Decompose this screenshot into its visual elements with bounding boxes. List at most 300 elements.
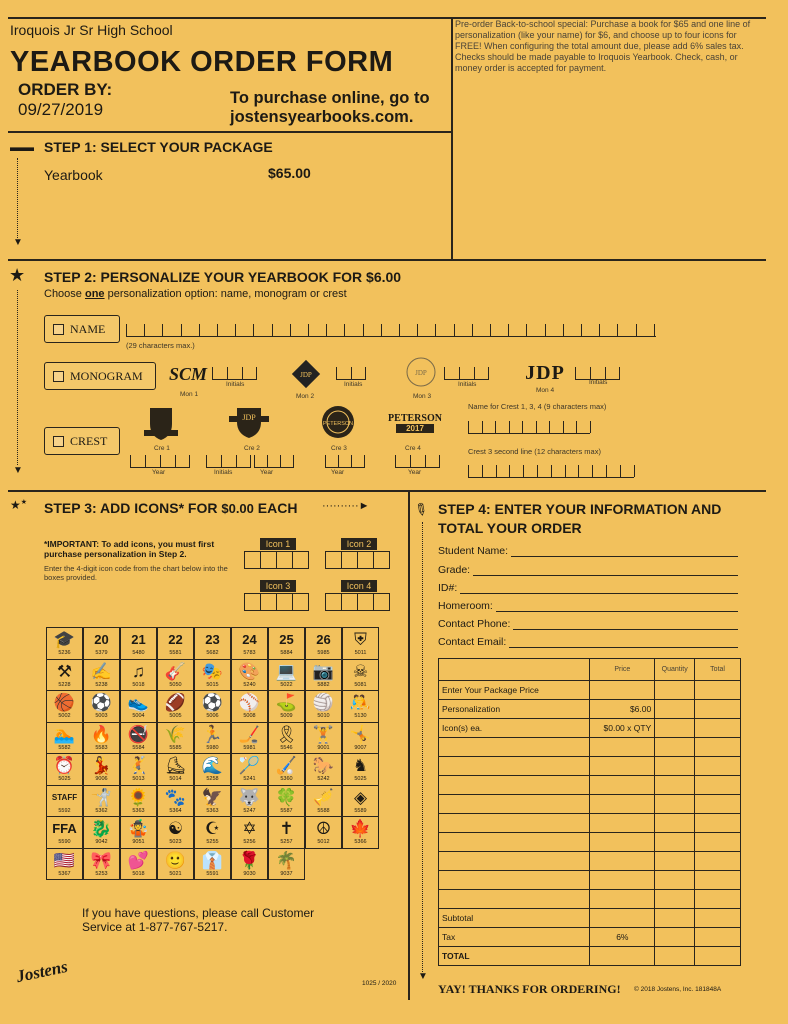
icon-chart-cell [83, 816, 120, 849]
icon-code: 5004 [132, 713, 145, 720]
form-title: YEARBOOK ORDER FORM [10, 46, 394, 78]
icon-chart-cell [120, 690, 157, 723]
icon-chart-cell [46, 659, 83, 692]
dotted-arrow-icon: ··········► [322, 500, 370, 512]
icon-code: 5981 [243, 744, 256, 751]
questions-text: If you have questions, please call Customer Service at 1-877-767-5217. [82, 906, 315, 934]
total-row: TOTAL [439, 947, 741, 966]
crest-2-year-field[interactable] [254, 452, 294, 468]
icon-chart-cell [231, 816, 268, 849]
monogram-3-initials-field[interactable] [444, 364, 489, 380]
icon-code: 5480 [132, 650, 145, 657]
icon-code: 5367 [58, 870, 71, 877]
icon-glyph: 20 [94, 632, 109, 648]
promo-text: Pre-order Back-to-school special: Purchase a book for $65 and one line of personalization (like your name) for $6, and choose up to four icons for FREE! When configuring the total amount due, please add 6% sales tax. Checks should be made payable to Iroquois Yearbook. Check, cash, or money order is accepted for payment. [455, 19, 751, 73]
order-date: 09/27/2019 [18, 100, 104, 119]
icon-code: 5241 [243, 776, 256, 783]
icon-chart-cell [157, 659, 194, 692]
initials-label: Initials [458, 381, 477, 388]
icon-glyph: ♞ [352, 756, 369, 776]
icon-glyph: 🏈 [164, 693, 187, 713]
name-option-label: NAME [70, 321, 106, 336]
icon-code: 5585 [169, 744, 182, 751]
icon-chart-cell [46, 785, 83, 818]
crest-1-caption: Cre 1 [154, 445, 170, 452]
step2-bottom-rule [8, 490, 766, 492]
icon-chart-cell [194, 659, 231, 692]
icon-chart-cell [268, 659, 305, 692]
icon-code: 5581 [169, 650, 182, 657]
icon-chart-cell [342, 722, 379, 755]
icon-glyph: 🏸 [238, 756, 261, 776]
icon-4-code-field[interactable] [325, 593, 389, 611]
icon-code: 9051 [132, 839, 145, 846]
icon-glyph: 🤾 [127, 756, 150, 776]
crest-4-year-field[interactable] [395, 452, 440, 468]
icon-glyph: 🦅 [201, 787, 224, 807]
icon-chart-cell [268, 627, 305, 660]
arrow-down-icon: ▼ [13, 465, 23, 476]
step1-bottom-rule [8, 259, 766, 261]
icon-glyph: 🏐 [312, 693, 335, 713]
icon-chart-cell [194, 816, 231, 849]
student-name-field[interactable]: Student Name: [438, 545, 738, 557]
icon-4-label: Icon 4 [341, 580, 377, 592]
icon-code: 5884 [280, 650, 293, 657]
step1-guide [17, 158, 18, 238]
icon-chart-cell [120, 659, 157, 692]
icon-code: 5010 [317, 713, 330, 720]
icon-code: 5009 [280, 713, 293, 720]
icon-code: 5253 [95, 870, 108, 877]
icon-glyph: 🎀 [90, 850, 113, 870]
name-hint: (29 characters max.) [126, 341, 195, 350]
subtotal-row: Subtotal [439, 909, 741, 928]
icon-glyph: 🎗 [275, 724, 298, 744]
step1-title: STEP 1: SELECT YOUR PACKAGE [44, 139, 273, 155]
crest-line2-field[interactable] [468, 462, 634, 478]
icon-chart-cell [305, 659, 342, 692]
icon-chart-cell [194, 690, 231, 723]
crest-option-label: CREST [70, 433, 108, 448]
icon-2-label: Icon 2 [341, 538, 377, 550]
icon-code: 5021 [169, 870, 182, 877]
crest-checkbox[interactable] [53, 436, 64, 447]
monogram-option-label: MONOGRAM [70, 368, 143, 383]
icon-glyph: 🏊 [53, 724, 76, 744]
svg-text:JDP: JDP [415, 369, 427, 377]
crest-1-image [142, 402, 180, 442]
icon-glyph: ◈ [353, 787, 368, 807]
icon-code: 5018 [132, 870, 145, 877]
contact-phone-field[interactable]: Contact Phone: [438, 618, 738, 630]
monogram-1-initials-field[interactable] [212, 364, 257, 380]
icon-chart-cell [194, 627, 231, 660]
icon-code: 5014 [169, 776, 182, 783]
crest-1-year-field[interactable] [130, 452, 190, 468]
icon-glyph: ☯ [167, 819, 184, 839]
icon-code: 5980 [206, 744, 219, 751]
contact-email-field[interactable]: Contact Email: [438, 636, 738, 648]
icon-code: 5015 [206, 681, 219, 688]
table-row: Personalization $6.00 [439, 700, 741, 719]
icon-code: 5025 [354, 776, 367, 783]
icon-chart-cell [157, 722, 194, 755]
icon-code: 9001 [317, 744, 330, 751]
step3-4-divider [408, 490, 410, 1000]
icon-code: 5255 [206, 839, 219, 846]
icon-chart-cell [83, 659, 120, 692]
svg-text:PETERSON: PETERSON [322, 421, 354, 427]
icon-chart-cell [268, 816, 305, 849]
icon-chart-cell [120, 785, 157, 818]
monogram-3-image [405, 356, 437, 388]
icon-code: 5247 [243, 807, 256, 814]
icon-glyph: 💃 [90, 756, 113, 776]
icon-code: 5240 [243, 681, 256, 688]
icon-glyph: ⛨ [354, 630, 367, 650]
icon-chart-cell [268, 722, 305, 755]
icon-glyph: 🌻 [127, 787, 150, 807]
icon-chart-cell [305, 690, 342, 723]
icon-code: 5228 [58, 681, 71, 688]
monogram-4-initials-field[interactable] [575, 364, 620, 380]
crest-4-image [388, 406, 442, 440]
icon-chart-cell [83, 785, 120, 818]
icon-chart-cell [157, 627, 194, 660]
icon-glyph: ⚒ [56, 661, 73, 681]
icons-instructions: Enter the 4-digit icon code from the chart below into the boxes provided. [44, 564, 228, 582]
icon-glyph: ⛸ [164, 756, 187, 776]
monogram-1-image: SCM [168, 363, 208, 384]
icon-glyph: FFA [52, 821, 77, 837]
icon-glyph: 👟 [127, 693, 150, 713]
icon-chart-cell [231, 659, 268, 692]
icon-glyph: 🍀 [275, 787, 298, 807]
icon-code: 9030 [243, 870, 256, 877]
icon-chart-cell [46, 690, 83, 723]
total-header: Total [695, 659, 741, 681]
icon-code: 5256 [243, 839, 256, 846]
icon-chart-cell [342, 753, 379, 786]
monogram-4-caption: Mon 4 [536, 387, 555, 394]
icon-glyph: 🎺 [312, 787, 335, 807]
icon-1-label: Icon 1 [260, 538, 296, 550]
icon-code: 5025 [58, 776, 71, 783]
icon-glyph: 🍁 [349, 819, 372, 839]
icon-glyph: 🎸 [164, 661, 187, 681]
pencil-icon: ✎ [410, 499, 431, 522]
icon-chart-cell [120, 627, 157, 660]
icon-code: 5258 [206, 776, 219, 783]
icon-code: 5590 [58, 839, 71, 846]
icon-chart-cell [120, 816, 157, 849]
crest-option[interactable] [44, 427, 120, 455]
icon-chart-cell [194, 753, 231, 786]
icon-glyph: 🐾 [164, 787, 187, 807]
icon-glyph: 🌴 [275, 850, 298, 870]
icon-code: 5362 [95, 807, 108, 814]
icon-chart-cell [231, 785, 268, 818]
icon-code: 5257 [280, 839, 293, 846]
icon-chart-cell [194, 722, 231, 755]
icon-glyph: ✍ [90, 661, 113, 681]
icon-code: 5379 [95, 650, 108, 657]
icon-code: 5882 [317, 681, 330, 688]
icon-chart-cell [46, 848, 83, 881]
icon-chart-cell [231, 753, 268, 786]
icon-glyph: 🐉 [90, 819, 113, 839]
icon-code: 9042 [95, 839, 108, 846]
step2-title: STEP 2: PERSONALIZE YOUR YEARBOOK FOR $6.00 [44, 269, 402, 285]
icon-code: 5008 [243, 713, 256, 720]
icon-glyph: ☮ [315, 819, 332, 839]
icon-code: 5012 [317, 839, 330, 846]
icon-glyph: 🙂 [164, 850, 187, 870]
icon-glyph: 👔 [201, 850, 224, 870]
icon-code: 5018 [132, 681, 145, 688]
step4-title: STEP 4: ENTER YOUR INFORMATION AND TOTAL YOUR ORDER [438, 501, 722, 536]
icon-chart-cell [194, 785, 231, 818]
arrow-down-icon: ▼ [418, 971, 428, 982]
icon-chart-cell [268, 690, 305, 723]
table-row: Enter Your Package Price [439, 681, 741, 700]
icon-glyph: 21 [131, 632, 146, 648]
icon-glyph: 🐎 [312, 756, 335, 776]
icon-chart-cell [231, 722, 268, 755]
icon-glyph: 🤸 [349, 724, 372, 744]
icon-1-code-field[interactable] [244, 551, 308, 569]
icon-glyph: 🌊 [201, 756, 224, 776]
package-item: Yearbook [44, 167, 103, 183]
icon-glyph: 🎓 [53, 630, 76, 650]
copyright-text: © 2018 Jostens, Inc. 181848A [634, 986, 722, 993]
initials-label: Initials [589, 379, 608, 386]
icon-chart-cell [83, 627, 120, 660]
icon-code: 5546 [280, 744, 293, 751]
icon-glyph: 24 [242, 632, 257, 648]
monogram-2-caption: Mon 2 [296, 393, 315, 400]
icon-chart-cell [305, 816, 342, 849]
crest-4-name: PETERSON [388, 413, 442, 424]
icon-code: 5583 [95, 744, 108, 751]
icon-chart-cell [342, 627, 379, 660]
icon-chart-cell [120, 722, 157, 755]
crest-2-caption: Cre 2 [244, 445, 260, 452]
step4-guide [422, 522, 423, 972]
icon-chart [46, 627, 379, 879]
order-by-label: ORDER BY: [18, 80, 113, 99]
crest-line2-hint: Crest 3 second line (12 characters max) [468, 447, 601, 456]
icon-chart-cell [157, 816, 194, 849]
crest-2-initials-field[interactable] [206, 452, 251, 468]
icon-code: 5023 [169, 839, 182, 846]
icon-chart-cell [268, 785, 305, 818]
monogram-3-caption: Mon 3 [413, 393, 432, 400]
initials-label: Initials [226, 381, 245, 388]
icon-code: 5363 [206, 807, 219, 814]
initials-label: Initials [214, 469, 233, 476]
icon-chart-cell [305, 753, 342, 786]
icon-glyph: 🏋 [312, 724, 335, 744]
icon-code: 5366 [354, 839, 367, 846]
crest-4-year: 2017 [396, 424, 434, 433]
icon-chart-cell [342, 659, 379, 692]
year-label: Year [408, 469, 422, 476]
order-total-table [438, 658, 741, 966]
book-icon: ▬▬ [10, 140, 34, 154]
icon-glyph: 🌾 [164, 724, 187, 744]
monogram-checkbox[interactable] [53, 371, 64, 382]
icon-code: 5592 [58, 807, 71, 814]
icon-chart-cell [342, 816, 379, 849]
icon-chart-cell [231, 627, 268, 660]
crest-name-field[interactable] [468, 418, 590, 434]
monogram-4-image: JDP [525, 361, 565, 384]
icon-chart-cell [157, 690, 194, 723]
header-divider [451, 17, 453, 260]
icon-code: 5011 [354, 650, 367, 657]
icon-chart-cell [268, 753, 305, 786]
svg-text:JDP: JDP [300, 371, 312, 379]
icon-glyph: 🤼 [349, 693, 372, 713]
icon-code: 5364 [169, 807, 182, 814]
icon-3-code-field[interactable] [244, 593, 308, 611]
icon-glyph: ✝ [279, 819, 294, 839]
icon-chart-cell [83, 690, 120, 723]
monogram-2-initials-field[interactable] [336, 364, 366, 380]
step2-subtitle: Choose one personalization option: name, monogram or crest [44, 288, 347, 300]
icon-code: 5360 [280, 776, 293, 783]
icon-chart-cell [231, 690, 268, 723]
icon-glyph: 🤹 [127, 819, 150, 839]
icon-glyph: 🐺 [238, 787, 261, 807]
crest-3-year-field[interactable] [325, 452, 365, 468]
icon-glyph: ⚽ [201, 693, 224, 713]
online-purchase-text: To purchase online, go to jostensyearbooks.com. [230, 89, 430, 126]
tax-row: Tax 6% [439, 928, 741, 947]
icon-glyph: 25 [279, 632, 294, 648]
icon-glyph: 🇺🇸 [53, 850, 76, 870]
name-checkbox[interactable] [53, 324, 64, 335]
icon-2-code-field[interactable] [325, 551, 389, 569]
name-option[interactable] [44, 315, 120, 343]
step2-guide [17, 290, 18, 465]
icon-code: 5005 [169, 713, 182, 720]
icon-glyph: ⏰ [53, 756, 76, 776]
icon-code: 5783 [243, 650, 256, 657]
icon-glyph: ✡ [242, 819, 257, 839]
icon-glyph: 🌹 [238, 850, 261, 870]
icon-code: 5584 [132, 744, 145, 751]
icon-3-label: Icon 3 [260, 580, 296, 592]
icon-glyph: 🚭 [127, 724, 150, 744]
icon-chart-cell [342, 785, 379, 818]
icon-chart-cell [83, 848, 120, 881]
initials-label: Initials [344, 381, 363, 388]
monogram-option[interactable] [44, 362, 156, 390]
icon-chart-cell [305, 627, 342, 660]
icon-code: 9006 [95, 776, 108, 783]
name-entry-field[interactable] [126, 321, 656, 337]
grade-field[interactable]: Grade: [438, 564, 738, 576]
icon-code: 5242 [317, 776, 330, 783]
icon-code: 5587 [280, 807, 293, 814]
icon-chart-cell [194, 848, 231, 881]
icon-chart-cell [342, 690, 379, 723]
crest-2-image [229, 404, 269, 440]
arrow-down-icon: ▼ [13, 237, 23, 248]
icon-glyph: 🔥 [90, 724, 113, 744]
icon-glyph: 🎭 [201, 661, 224, 681]
svg-text:JDP: JDP [242, 413, 256, 422]
icon-glyph: ⚾ [238, 693, 261, 713]
icon-chart-cell [46, 753, 83, 786]
icon-glyph: 🏒 [238, 724, 261, 744]
header-bottom-rule [8, 131, 452, 133]
icon-code: 5022 [280, 681, 293, 688]
icon-glyph: 23 [205, 632, 220, 648]
jostens-logo: Jostens [14, 956, 70, 987]
icon-code: 5050 [169, 681, 182, 688]
table-row: Icon(s) ea. $0.00 x QTY [439, 719, 741, 738]
year-label: Year [260, 469, 274, 476]
icon-chart-cell [46, 722, 83, 755]
icon-glyph: ⚽ [90, 693, 113, 713]
icon-glyph: 🤺 [90, 787, 113, 807]
stars-icon: ★★ [10, 498, 28, 512]
step3-title: STEP 3: ADD ICONS* FOR $0.00 EACH [44, 500, 298, 516]
icon-glyph: ♫ [132, 661, 145, 681]
quantity-header: Quantity [655, 659, 695, 681]
icon-code: 5589 [354, 807, 367, 814]
top-border [8, 17, 766, 19]
icon-glyph: 📷 [312, 661, 335, 681]
icon-code: 5985 [317, 650, 330, 657]
icon-glyph: ⛳ [275, 693, 298, 713]
icon-code: 5002 [58, 713, 71, 720]
icon-chart-cell [83, 722, 120, 755]
monogram-2-image [290, 358, 322, 390]
star-icon: ★ [9, 265, 26, 285]
icon-chart-cell [120, 848, 157, 881]
icon-chart-cell [46, 816, 83, 849]
icons-important-note: *IMPORTANT: To add icons, you must first purchase personalization in Step 2. [44, 539, 215, 559]
homeroom-field[interactable]: Homeroom: [438, 600, 738, 612]
icon-glyph: ☠ [352, 661, 369, 681]
icon-chart-cell [231, 848, 268, 881]
icon-glyph: ☪ [204, 819, 221, 839]
icon-code: 5238 [95, 681, 108, 688]
icon-code: 5236 [58, 650, 71, 657]
icon-glyph: STAFF [51, 792, 78, 802]
icon-glyph: 🏑 [275, 756, 298, 776]
icon-code: 5588 [317, 807, 330, 814]
crest-name-hint: Name for Crest 1, 3, 4 (9 characters max) [468, 402, 607, 411]
id-field[interactable]: ID#: [438, 582, 738, 594]
icon-chart-cell [305, 722, 342, 755]
icon-code: 5130 [354, 713, 367, 720]
year-label: Year [152, 469, 166, 476]
icon-glyph: 💻 [275, 661, 298, 681]
icon-chart-cell [157, 848, 194, 881]
icon-chart-cell [157, 785, 194, 818]
icon-code: 5013 [132, 776, 145, 783]
icon-code: 5003 [95, 713, 108, 720]
price-header: Price [590, 659, 655, 681]
icon-glyph: 🎨 [238, 661, 261, 681]
icon-code: 5682 [206, 650, 219, 657]
